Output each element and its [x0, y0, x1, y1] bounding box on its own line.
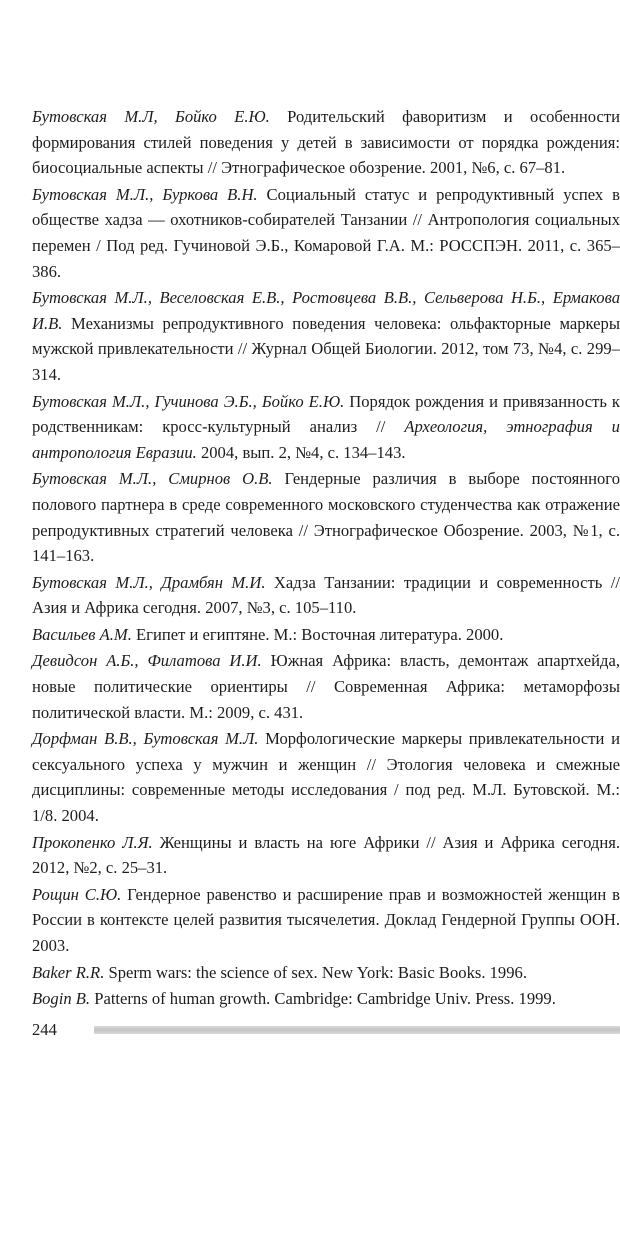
reference-item [32, 466, 620, 568]
reference-authors: Bogin B. [32, 989, 91, 1009]
reference-authors: Бутовская М.Л., Драмбян М.И. [32, 572, 266, 592]
reference-text: Порядок рождения и привязанность к родственникам: кросс-культурный анализ // [32, 391, 620, 437]
reference-item [32, 285, 620, 387]
reference-text: Хадза Танзании: традиции и современность // Азия и Африка сегодня. 2007, №3, с. 105–110. [32, 572, 620, 618]
reference-authors: Бутовская М.Л., Буркова В.Н. [32, 184, 258, 204]
reference-item [32, 986, 620, 1012]
reference-text: Социальный статус и репродуктивный успех в обществе хадза — охотников-собирателей Танзании // Антропология социальных перемен / Под ред. Гучиновой Э.Б., Комаровой Г.А. М.: РОССПЭН. 2011, с. 365–386. [32, 184, 620, 281]
reference-authors: Девидсон А.Б., Филатова И.И. [32, 651, 262, 671]
reference-text: Южная Африка: власть, демонтаж апартхейда, новые политические ориентиры // Современная Африка: метаморфозы политической власти. М.: 2009, с. 431. [32, 651, 620, 722]
reference-item [32, 830, 620, 881]
reference-text: Египет и египтяне. М.: Восточная литература. 2000. [131, 624, 504, 644]
reference-authors: Бутовская М.Л, Бойко Е.Ю. [32, 107, 270, 126]
reference-text: Морфологические маркеры привлекательности и сексуального успеха у мужчин и женщин // Этология человека и смежные дисциплины: современные методы исследования / под ред. М.Л. Бутовской. М.: 1/8. 2004. [32, 729, 620, 826]
page-footer [32, 1016, 620, 1042]
reference-text: Sperm wars: the science of sex. New York: Basic Books. 1996. [104, 962, 527, 982]
reference-authors: Бутовская М.Л., Смирнов О.В. [32, 469, 273, 489]
reference-text: Гендерное равенство и расширение прав и возможностей женщин в России в контексте целей развития тысячелетия. Доклад Гендерной Группы ООН. 2003. [32, 884, 620, 955]
reference-text: Patterns of human growth. Cambridge: Cambridge Univ. Press. 1999. [90, 989, 556, 1009]
reference-authors: Прокопенко Л.Я. [32, 832, 153, 852]
footer-rule [94, 1026, 620, 1034]
reference-authors: Дорфман В.В., Бутовская М.Л. [32, 729, 259, 749]
reference-authors: Baker R.R. [32, 962, 105, 982]
reference-authors: Бутовская М.Л., Веселовская Е.В., Ростовцева В.В., Сельверова Н.Б., Ермакова И.В. [32, 288, 620, 333]
reference-item [32, 648, 620, 725]
reference-item [32, 960, 620, 986]
reference-item [32, 182, 620, 284]
reference-text: Гендерные различия в выборе постоянного полового партнера в среде современного московского студенчества как отражение репродуктивных стратегий человека // Этнографическое Обозрение. 2003, №1, с. 141–163. [32, 469, 620, 566]
reference-authors: Васильев А.М. [32, 624, 132, 644]
reference-tail: 2004, вып. 2, №4, с. 134–143. [196, 442, 406, 462]
page-number: 244 [32, 1020, 57, 1039]
reference-text: Родительский фаворитизм и особенности формирования стилей поведения у детей в зависимости от порядка рождения: биосоциальные аспекты // Этнографическое обозрение. 2001, №6, с. 67–81. [32, 107, 620, 178]
reference-item [32, 726, 620, 828]
reference-item [32, 622, 620, 648]
reference-text: Женщины и власть на юге Африки // Азия и Африка сегодня. 2012, №2, с. 25–31. [32, 832, 620, 878]
reference-text: Механизмы репродуктивного поведения человека: ольфакторные маркеры мужской привлекательности // Журнал Общей Биологии. 2012, том 73, №4, с. 299–314. [32, 313, 620, 384]
reference-item [32, 104, 620, 181]
reference-authors: Рощин С.Ю. [32, 884, 122, 904]
reference-journal: Археология, этнография и антропология Евразии. [32, 417, 620, 462]
reference-item [32, 882, 620, 959]
reference-authors: Бутовская М.Л., Гучинова Э.Б., Бойко Е.Ю. [32, 391, 345, 411]
reference-item [32, 570, 620, 621]
reference-list [32, 104, 620, 1013]
reference-item [32, 389, 620, 466]
